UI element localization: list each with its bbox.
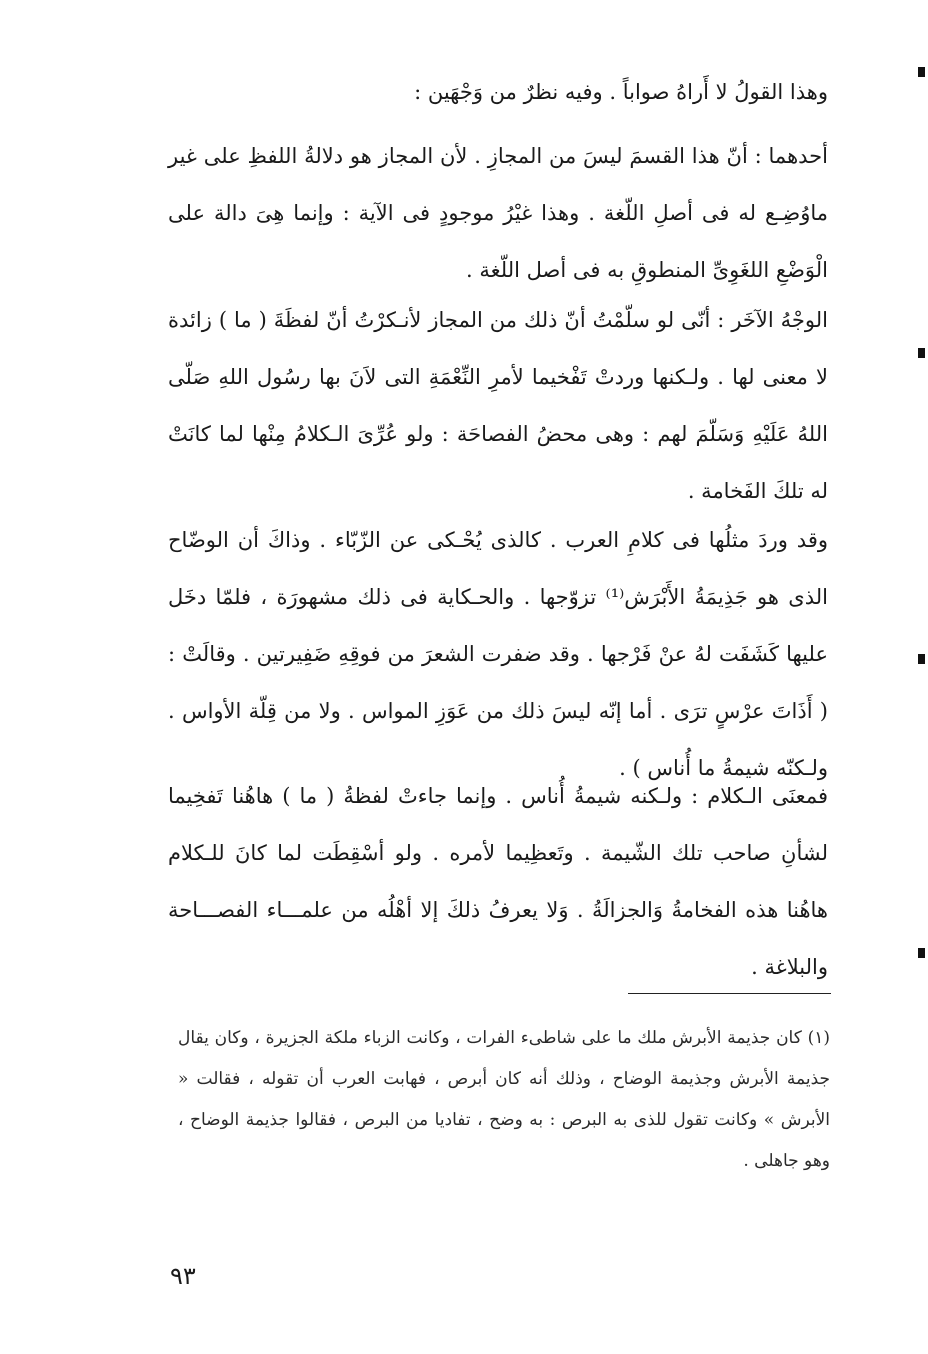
paragraph-second-aspect: الوجْهُ الآخَر : أنّى لو سلّمْتُ أنّ ذلك من المجاز لأنـكرْتُ أنّ لفظَةَ ( ما ) زائدة لا معنى لها . ولـكنها وردتْ تَفْخيما لأمرِ النِّعْمَةِ التى لاَنَ بها رسُول اللهِ صَلّى اللهُ عَلَيْهِ وَسَلّمَ لهم : وهى محضُ الفصاحَة : ولو عُرِّىَ الـكلامُ مِنْها لما كانَتْ له تلكَ الفَخامة . [168, 308, 828, 503]
footnote: (١) كان جذيمة الأبرش ملك ما على شاطىء الفرات ، وكانت الزباء ملكة الجزيرة ، وكان يقال جذيمة الأبرش وجذيمة الوضاح ، وذلك أنه كان أبرص ، فهابت العرب أن تقوله ، فقالت « الأبرش » وكانت تقول للذى به البرص : به وضح ، تفاديا من البرص ، فقالوا جذيمة الوضاح ، وهو جاهلى . [178, 1028, 830, 1171]
edge-mark [918, 654, 925, 664]
paragraph-first-aspect: أحدهما : أنّ هذا القسمَ ليسَ من المجازِ . لأن المجاز هو دلالةُ اللفظِ على غير ماوُضِـع له فى أصلِ اللّغة . وهذا غيْرُ موجودٍ فى الآية : وإنما هِىَ دالة على الْوَضْعِ اللغَوِىِّ المنطوقِ به فى أصل اللّغة . [168, 144, 828, 282]
footnote-divider [628, 993, 831, 994]
edge-mark [918, 348, 925, 358]
edge-mark [918, 948, 925, 958]
page-number: ٩٣ [170, 1262, 196, 1290]
paragraph-zabba-story: وقد وردَ مثلُها فى كلامِ العرب . كالذى يُحْـكى عن الزّبّاء . وذاكَ أن الوضّاح الذى هو جَذِيمَةُ الأَبْرَش⁽¹⁾ تزوّجها . والحـكاية فى ذلك مشهورَة ، فلمّا دخَل عليها كَشَفَت لهُ عنْ فَرْجها . وقد ضفرت الشعرَ من فوقِهِ ضَفِيرتين . وقالَتْ : ( أَذَاتَ عرْسٍ ترَى . أما إنّه ليسَ ذلك من عَوَزِ المواس . ولا من قِلّة الأواس . ولـكنّه شيمةُ ما أُناس ) . [168, 528, 828, 780]
paragraph-meaning: فمعنَى الـكلام : ولـكنه شيمةُ أُناس . وإنما جاءتْ لفظةُ ( ما ) هاهُنا تَفخِيما لشأنِ صاحب تلك الشّيمة . وتَعظِيما لأمره . ولو أسْقِطَت لما كانَ للـكلام هاهُنا هذه الفخامةُ وَالجزالَةُ . وَلا يعرفُ ذلكَ إلا أهْلُه من علمـــاء الفصـــاحة والبلاغة . [168, 784, 828, 979]
edge-mark [918, 67, 925, 77]
paragraph-intro: وهذا القولُ لا أَراهُ صواباً . وفيه نظرٌ من وَجْهَين : [414, 80, 828, 104]
